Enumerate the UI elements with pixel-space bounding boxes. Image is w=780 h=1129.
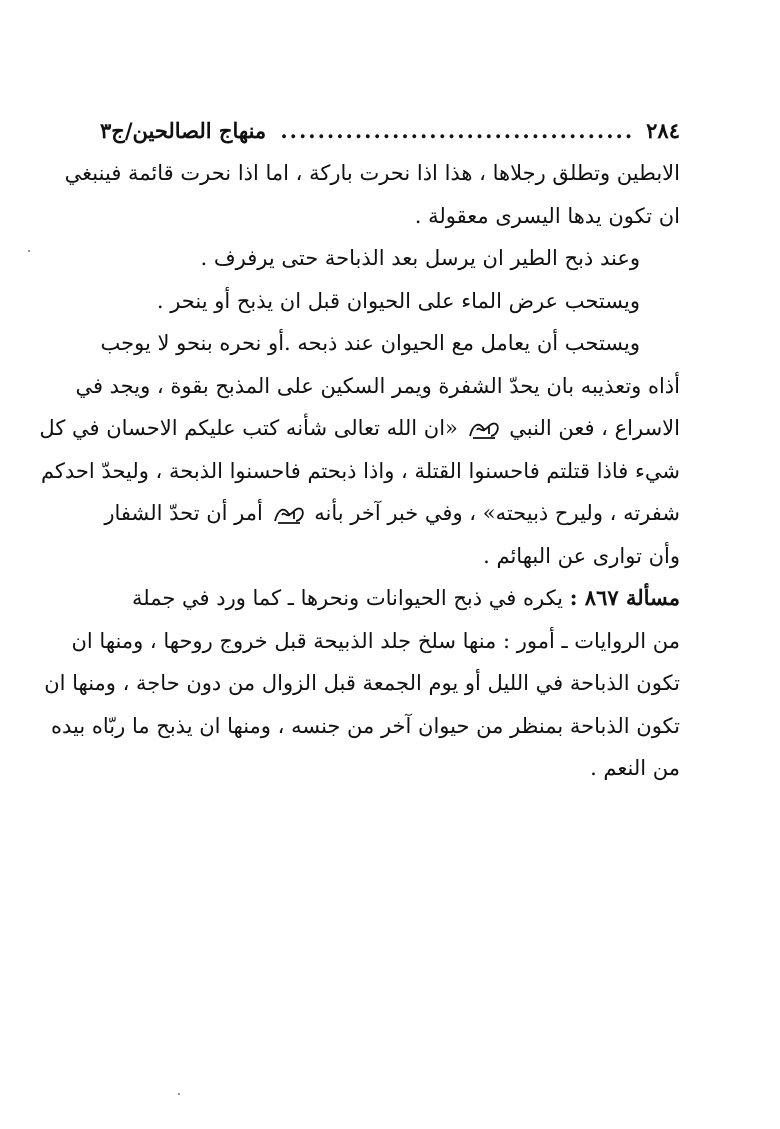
text-line xyxy=(39,407,680,450)
text-line: تكون الذباحة بمنظر من حيوان آخر من جنسه ، ومنها ان يذبح ما ربّاه بيده xyxy=(51,713,680,738)
text-line: وعند ذبح الطير ان يرسل بعد الذباحة حتى يرفرف . xyxy=(200,246,640,270)
book-title: منهاج الصالحين/ج٣ xyxy=(100,117,267,143)
scan-speck xyxy=(28,250,30,252)
page-header xyxy=(100,112,680,148)
header-leader-dots: ...................................... xyxy=(280,117,635,143)
text-line xyxy=(100,492,680,535)
text-line: ويستحب عرض الماء على الحيوان قبل ان يذبح أو ينحر . xyxy=(156,288,640,313)
text-line: شيء فاذا قتلتم فاحسنوا القتلة ، واذا ذبحتم فاحسنوا الذبحة ، وليحدّ احدكم xyxy=(40,458,680,483)
issue-number: مسألة ٨٦٧ : xyxy=(569,585,680,610)
salawat-seal-icon xyxy=(467,418,501,442)
body-text xyxy=(39,152,680,790)
text-segment: الاسراع ، فعن النبي xyxy=(509,416,680,440)
text-line: وأن توارى عن البهائم . xyxy=(483,543,680,568)
page-number: ٢٨٤ xyxy=(646,117,680,143)
text-segment: شفرته ، وليرح ذبيحته» ، وفي خبر آخر بأنه xyxy=(314,501,680,525)
text-line: ان تكون يدها اليسرى معقولة . xyxy=(414,203,680,228)
text-segment: يكره في ذبح الحيوانات ونحرها ـ كما ورد في جملة xyxy=(132,586,564,610)
text-line: ويستحب أن يعامل مع الحيوان عند ذبحه .أو نحره بنحو لا يوجب xyxy=(100,331,640,355)
text-segment: «ان الله تعالى شأنه كتب عليكم الاحسان في كل xyxy=(39,416,458,440)
text-line: أذاه وتعذيبه بان يحدّ الشفرة ويمر السكين على المذبح بقوة ، ويجد في xyxy=(75,373,680,398)
text-line: من الروايات ـ أمور : منها سلخ جلد الذبيحة قبل خروج روحها ، ومنها ان xyxy=(71,628,680,653)
text-line: تكون الذباحة في الليل أو يوم الجمعة قبل الزوال من دون حاجة ، ومنها ان xyxy=(44,671,680,695)
salawat-seal-icon xyxy=(272,503,306,527)
text-line: الابطين وتطلق رجلاها ، هذا اذا نحرت باركة ، اما اذا نحرت قائمة فينبغي xyxy=(64,161,680,185)
scan-speck xyxy=(178,1093,180,1095)
text-segment: أمر أن تحدّ الشفار xyxy=(104,501,263,525)
text-line xyxy=(100,577,680,620)
text-line: من النعم . xyxy=(590,756,680,780)
